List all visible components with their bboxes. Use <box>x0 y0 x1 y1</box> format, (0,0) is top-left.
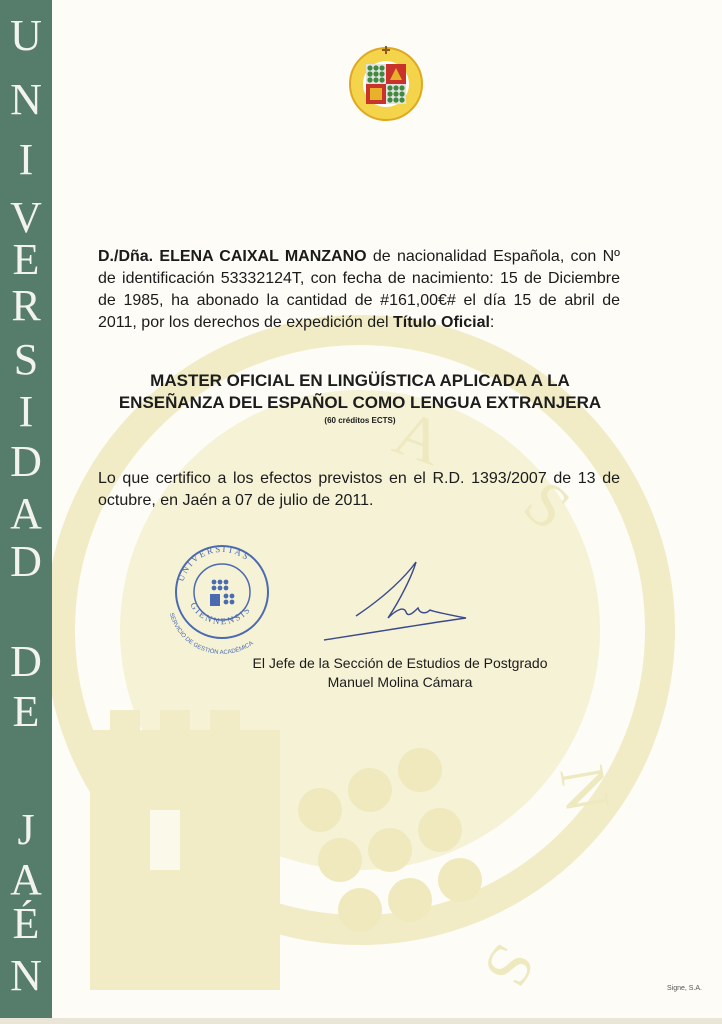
certificate-statement <box>98 246 620 334</box>
band-letter: N <box>10 951 42 1000</box>
band-letter: V <box>10 193 42 242</box>
band-letter: I <box>18 387 34 436</box>
svg-text:A: A <box>385 396 453 479</box>
band-letter: S <box>13 335 39 384</box>
svg-text:UNIVERSITAS <box>176 544 253 583</box>
band-letter: E <box>12 687 40 736</box>
svg-text:S: S <box>470 933 550 1000</box>
band-letter: J <box>17 805 35 854</box>
band-letter: D <box>10 537 42 586</box>
degree-title-line-2: ENSEÑANZA DEL ESPAÑOL COMO LENGUA EXTRANJERA <box>118 393 602 412</box>
svg-text:S: S <box>511 466 584 544</box>
band-letter: I <box>18 135 34 184</box>
band-letter: R <box>11 281 41 330</box>
band-letter: A <box>10 489 42 538</box>
stamp-bottom-text: GIENNENSIS <box>188 600 253 627</box>
signer-name: Manuel Molina Cámara <box>327 674 473 690</box>
title-label: Título Oficial <box>393 314 490 331</box>
holder-name: ELENA CAIXAL MANZANO <box>159 248 367 265</box>
stamp-top-text: UNIVERSITAS <box>175 543 253 583</box>
band-letter: A <box>10 855 42 904</box>
printer-mark: Signe, S.A. <box>666 985 702 992</box>
academic-service-stamp <box>160 530 284 654</box>
svg-text:GIENNENSIS <box>188 600 253 626</box>
degree-title <box>90 370 630 427</box>
university-crest-icon <box>346 44 426 124</box>
signer-role: El Jefe de la Sección de Estudios de Postgrado <box>252 655 548 671</box>
statement-text: de nacionalidad Española, con Nº de identificación 53332124T, con fecha de nacimiento: 15 de Diciembre de 1985, ha abonado la cantidad de #161,00€# el día 15 de abril de 2011, por los derechos de expedición del <box>98 248 620 331</box>
degree-title-line-1: MASTER OFICIAL EN LINGÜÍSTICA APLICADA A LA <box>150 371 570 390</box>
statement-end: : <box>489 314 495 331</box>
band-letter: D <box>10 437 42 486</box>
degree-credits: (60 créditos ECTS) <box>324 416 396 425</box>
band-letter: D <box>10 637 42 686</box>
holder-prefix: D./Dña. <box>98 248 154 265</box>
band-letter: E <box>12 235 40 284</box>
university-name-band <box>0 0 52 1018</box>
svg-text:N: N <box>546 760 625 818</box>
stamp-outer-text: SERVICIO DE GESTIÓN ACADÉMICA <box>167 612 255 654</box>
bottom-edge <box>0 1018 722 1024</box>
certification-clause: Lo que certifico a los efectos previstos en el R.D. 1393/2007 de 13 de octubre, en Jaén a 07 de julio de 2011. <box>98 470 620 509</box>
band-letter: U <box>10 11 42 60</box>
signature <box>316 556 496 646</box>
band-letter: N <box>10 75 42 124</box>
band-letter: É <box>12 899 40 948</box>
